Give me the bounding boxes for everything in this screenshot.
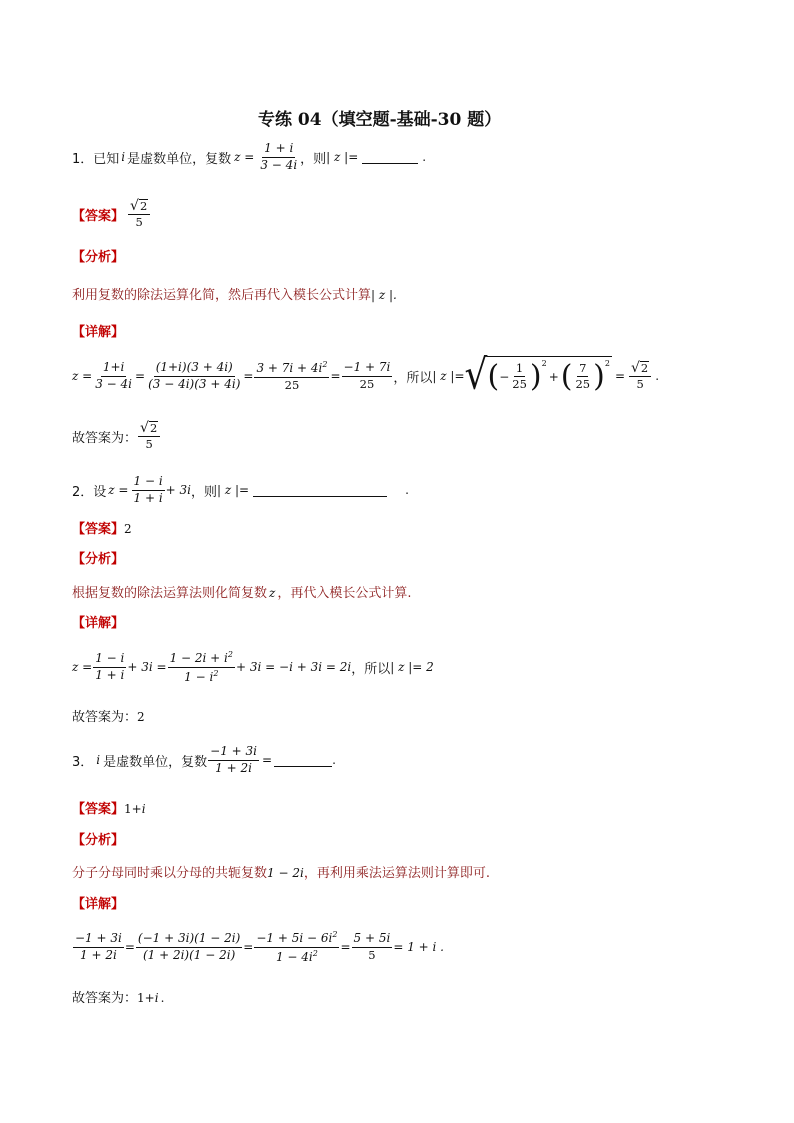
detail-label: 【详解】 <box>72 616 125 631</box>
period: . <box>160 991 165 1005</box>
fraction-denominator: 1 + i <box>133 490 163 505</box>
fraction-denominator: (1 + 2i)(1 − 2i) <box>142 947 236 962</box>
fraction <box>146 361 242 392</box>
fraction-denominator: $1 - 4i^2$ <box>275 948 318 964</box>
math-conjugate: 1 − 2i <box>267 866 304 880</box>
fraction-denominator: (3 − 4i)(3 + 4i) <box>148 376 241 391</box>
analysis-sentence: ，再代入模长公式计算. <box>277 586 412 601</box>
question-3 <box>72 740 336 780</box>
fraction-numerator: (−1 + 3i)(1 − 2i) <box>136 932 242 948</box>
fraction <box>510 362 529 391</box>
math-z-eq: z = <box>108 483 129 497</box>
fraction-numerator: $-1 + 5i - 6i^2$ <box>254 930 339 948</box>
detail-equation <box>72 350 659 402</box>
analysis-label: 【分析】 <box>72 250 125 265</box>
fraction <box>254 930 339 965</box>
fraction-numerator: 1+i <box>101 361 127 377</box>
math-abs-z: | z |= <box>432 369 465 383</box>
fraction-numerator: 1 − i <box>93 652 126 668</box>
fraction <box>352 932 393 962</box>
sqrt-symbol: √ ( − $\frac{1}{25}$ ) 2 + ( $\frac{7}{25}$ ) 2 <box>464 351 610 399</box>
conclusion-text: 故答案为： <box>72 710 138 725</box>
conclusion-value: 2 <box>137 710 145 724</box>
math-expression: + 3i = −i + 3i = 2i <box>235 660 352 674</box>
math-abs-z: | z |= <box>326 150 359 164</box>
conclusion-row <box>72 987 164 1006</box>
fraction <box>168 650 235 685</box>
fraction <box>73 932 124 963</box>
detail-label: 【详解】 <box>72 897 125 912</box>
analysis-sentence: 根据复数的除法运算法则化简复数 <box>72 586 268 601</box>
conclusion-text: 故答案为： <box>72 991 138 1006</box>
fraction-numerator: 1 <box>514 362 525 377</box>
fraction <box>258 142 299 173</box>
fraction <box>342 361 393 391</box>
question-text: 是虚数单位，复数 <box>103 754 208 770</box>
fraction-denominator: 1 + 2i <box>215 760 252 775</box>
answer-label: 【答案】 <box>72 208 125 224</box>
fraction-numerator <box>128 199 150 215</box>
fraction-numerator: −1 + 3i <box>73 932 124 948</box>
equals: = <box>135 369 146 383</box>
answer-label: 【答案】 <box>72 522 125 537</box>
math-result: = 1 + i . <box>393 940 444 954</box>
answer-value: 2 <box>124 522 132 536</box>
analysis-text <box>72 862 490 881</box>
answer-blank <box>253 483 387 497</box>
math-i: i <box>96 753 101 767</box>
sqrt-radicand: 2 <box>139 198 148 213</box>
fraction <box>136 932 242 963</box>
question-text: ，则 <box>191 484 218 500</box>
fraction-denominator: $1 - i^2$ <box>184 668 219 684</box>
math-abs-z: | z |= <box>217 483 250 497</box>
fraction <box>93 361 134 392</box>
analysis-sentence: 分子分母同时乘以分母的共轭复数 <box>72 866 268 881</box>
detail-equation <box>72 924 444 970</box>
math-z-eq: z = <box>72 660 93 674</box>
fraction-denominator: 5 <box>135 215 143 229</box>
question-text: 设 <box>93 484 107 500</box>
conclusion-row <box>72 414 161 458</box>
fraction-denominator: 3 − 4i <box>260 157 298 172</box>
so-text: ，所以 <box>393 370 433 386</box>
question-text: 已知 <box>93 151 120 167</box>
answer-row <box>72 798 146 817</box>
so-text: ，所以 <box>351 661 391 677</box>
fraction-numerator: (1+i)(3 + 4i) <box>154 361 235 377</box>
minus-sign: − <box>499 369 510 384</box>
analysis-sentence: 利用复数的除法运算化简，然后再代入模长公式计算 <box>72 288 372 303</box>
sqrt-symbol: √ 2 <box>130 197 148 214</box>
equals: = <box>340 940 351 954</box>
conclusion-value: 1+ <box>137 991 155 1005</box>
detail-equation <box>72 646 434 688</box>
period: . <box>655 369 660 383</box>
sqrt-radicand: ( − $\frac{1}{25}$ ) 2 + ( $\frac{7}{25}$ ) 2 <box>487 356 611 396</box>
analysis-label: 【分析】 <box>72 552 125 567</box>
answer-fraction <box>128 199 150 229</box>
fraction-numerator: $3 + 7i + 4i^2$ <box>254 360 329 378</box>
answer-row <box>72 518 132 537</box>
fraction <box>132 475 165 506</box>
fraction-denominator: 25 <box>359 376 375 391</box>
fraction <box>93 652 126 683</box>
fraction-numerator: 5 + 5i <box>352 932 393 948</box>
fraction-numerator: −1 + 3i <box>208 745 259 761</box>
equals: = <box>614 369 625 383</box>
analysis-sentence: ，再利用乘法运算法则计算即可. <box>303 866 490 881</box>
answer-value: 1+ <box>124 802 142 816</box>
question-2 <box>72 470 409 510</box>
analysis-text <box>72 582 411 601</box>
equals: = <box>330 369 341 383</box>
fraction-denominator: 1 + i <box>95 667 125 682</box>
conclusion-text: 故答案为： <box>72 430 138 446</box>
exponent: 2 <box>604 359 610 368</box>
fraction-numerator: √ 2 <box>138 421 160 437</box>
math-plus-3i: + 3i <box>165 483 191 497</box>
math-i: i <box>154 991 159 1005</box>
fraction-denominator: 25 <box>575 377 591 391</box>
period: . <box>405 483 409 497</box>
question-1 <box>72 137 426 177</box>
fraction-numerator: −1 + 7i <box>342 361 393 377</box>
equals: = <box>243 369 254 383</box>
question-text: ，则 <box>300 151 327 167</box>
math-i: i <box>121 150 126 164</box>
fraction-denominator: 5 <box>636 377 644 391</box>
analysis-text <box>72 284 397 303</box>
math-abs-z: | z |. <box>371 288 397 302</box>
answer-blank <box>274 753 332 767</box>
fraction <box>629 361 651 391</box>
equals: = <box>124 940 135 954</box>
fraction-denominator: 25 <box>512 377 527 391</box>
fraction <box>573 362 592 391</box>
math-abs-z: | z |= 2 <box>390 660 434 674</box>
math-i: i <box>141 802 146 816</box>
equals: = <box>243 940 254 954</box>
answer-fraction <box>138 421 160 451</box>
question-number: 1． <box>72 151 94 167</box>
fraction-numerator: 1 − i <box>132 475 165 491</box>
math-plus-3i: + 3i = <box>127 660 167 674</box>
period: . <box>422 150 427 164</box>
detail-label: 【详解】 <box>72 325 125 340</box>
analysis-label: 【分析】 <box>72 833 125 848</box>
sqrt-radicand: 2 <box>149 420 158 435</box>
math-z-eq: z = <box>234 150 255 164</box>
math-z-eq: z = <box>72 369 93 383</box>
fraction-numerator: √ 2 <box>629 361 651 377</box>
fraction-denominator: 5 <box>368 947 376 962</box>
question-number: 2． <box>72 484 94 500</box>
answer-label: 【答案】 <box>72 802 125 817</box>
math-z: z <box>269 586 276 600</box>
conclusion-row <box>72 706 145 725</box>
answer-blank <box>362 150 418 164</box>
fraction-numerator: 1 + i <box>262 142 295 158</box>
fraction <box>254 360 329 392</box>
exponent: 2 <box>541 359 547 368</box>
fraction-denominator: 5 <box>145 437 153 451</box>
period: . <box>332 753 336 767</box>
answer-row <box>72 192 151 236</box>
plus-sign: + <box>548 369 559 384</box>
equals: = <box>262 753 273 767</box>
sqrt-radicand: 2 <box>640 360 649 375</box>
question-number: 3． <box>72 754 94 770</box>
fraction-denominator: 25 <box>284 377 300 392</box>
fraction-denominator: 1 + 2i <box>80 947 117 962</box>
fraction-denominator: 3 − 4i <box>95 376 132 391</box>
question-text: 是虚数单位，复数 <box>127 151 232 167</box>
fraction-numerator: $1 - 2i + i^2$ <box>168 650 235 668</box>
page-title: 专练 04（填空题-基础-30 题） <box>258 110 502 130</box>
fraction <box>208 745 259 776</box>
fraction-numerator: 7 <box>577 362 588 377</box>
